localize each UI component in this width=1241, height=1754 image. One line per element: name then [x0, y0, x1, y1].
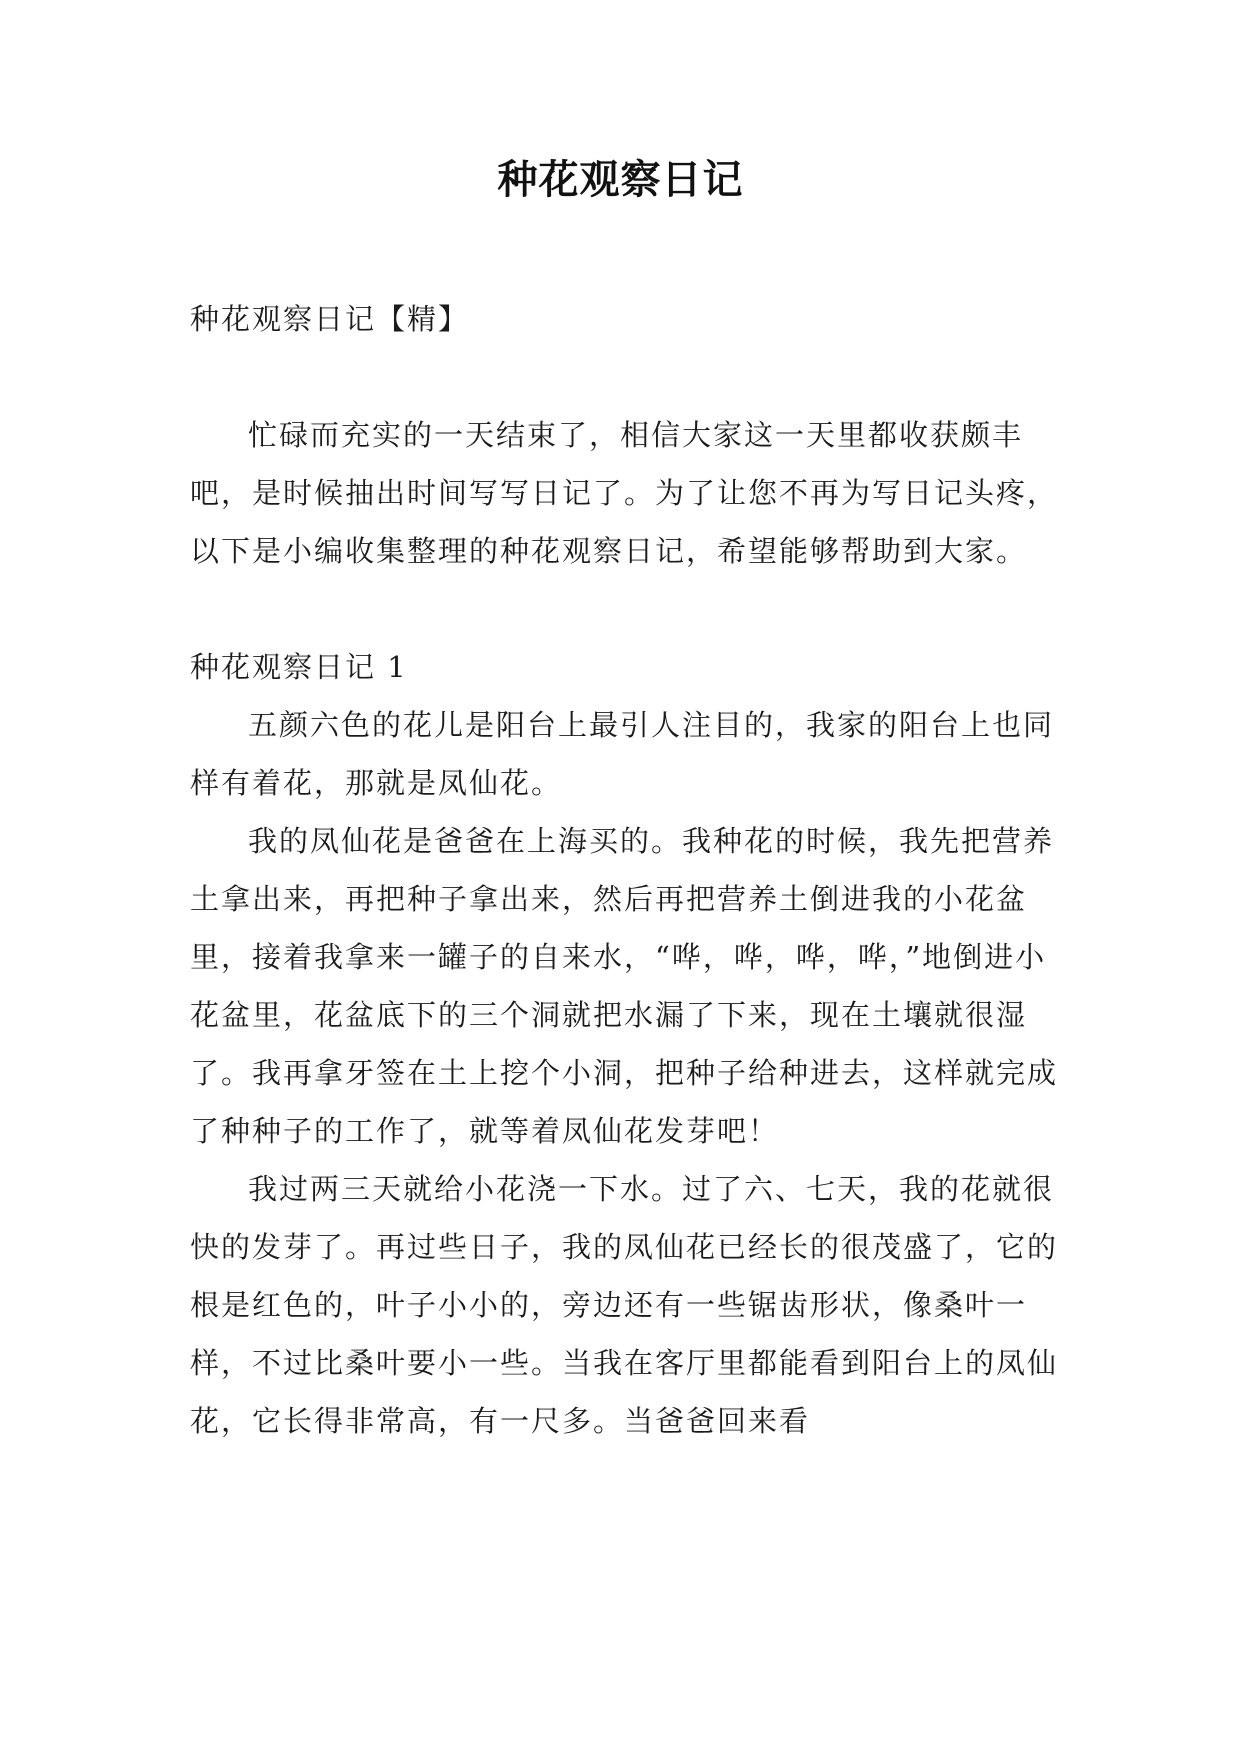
body-paragraph-1: 五颜六色的花儿是阳台上最引人注目的，我家的阳台上也同样有着花，那就是凤仙花。 — [190, 708, 1055, 800]
body-paragraph-2: 我的凤仙花是爸爸在上海买的。我种花的时候，我先把营养土拿出来，再把种子拿出来，然后再把营养土倒进我的小花盆里，接着我拿来一罐子的自来水，“哗，哗，哗，哗，”地倒进小花盆里，花盆底下的三个洞就把水漏了下来，现在土壤就很湿了。我再拿牙签在土上挖个小洞，把种子给种进去，这样就完成了种种子的工作了，就等着凤仙花发芽吧！ — [190, 824, 1059, 1148]
document-body — [190, 290, 1060, 1450]
document-title: 种花观察日记 — [497, 157, 744, 203]
body-paragraph-3: 我过两三天就给小花浇一下水。过了六、七天，我的花就很快的发芽了。再过些日子，我的凤仙花已经长的很茂盛了，它的根是红色的，叶子小小的，旁边还有一些锯齿形状，像桑叶一样，不过比桑叶要小一些。当我在客厅里都能看到阳台上的凤仙花，它长得非常高，有一尺多。当爸爸回来看 — [190, 1172, 1059, 1438]
document-subtitle: 种花观察日记【精】 — [190, 302, 470, 336]
section-heading: 种花观察日记 1 — [190, 650, 408, 684]
intro-paragraph: 忙碌而充实的一天结束了，相信大家这一天里都收获颇丰吧，是时候抽出时间写写日记了。为了让您不再为写日记头疼，以下是小编收集整理的种花观察日记，希望能够帮助到大家。 — [190, 418, 1059, 568]
